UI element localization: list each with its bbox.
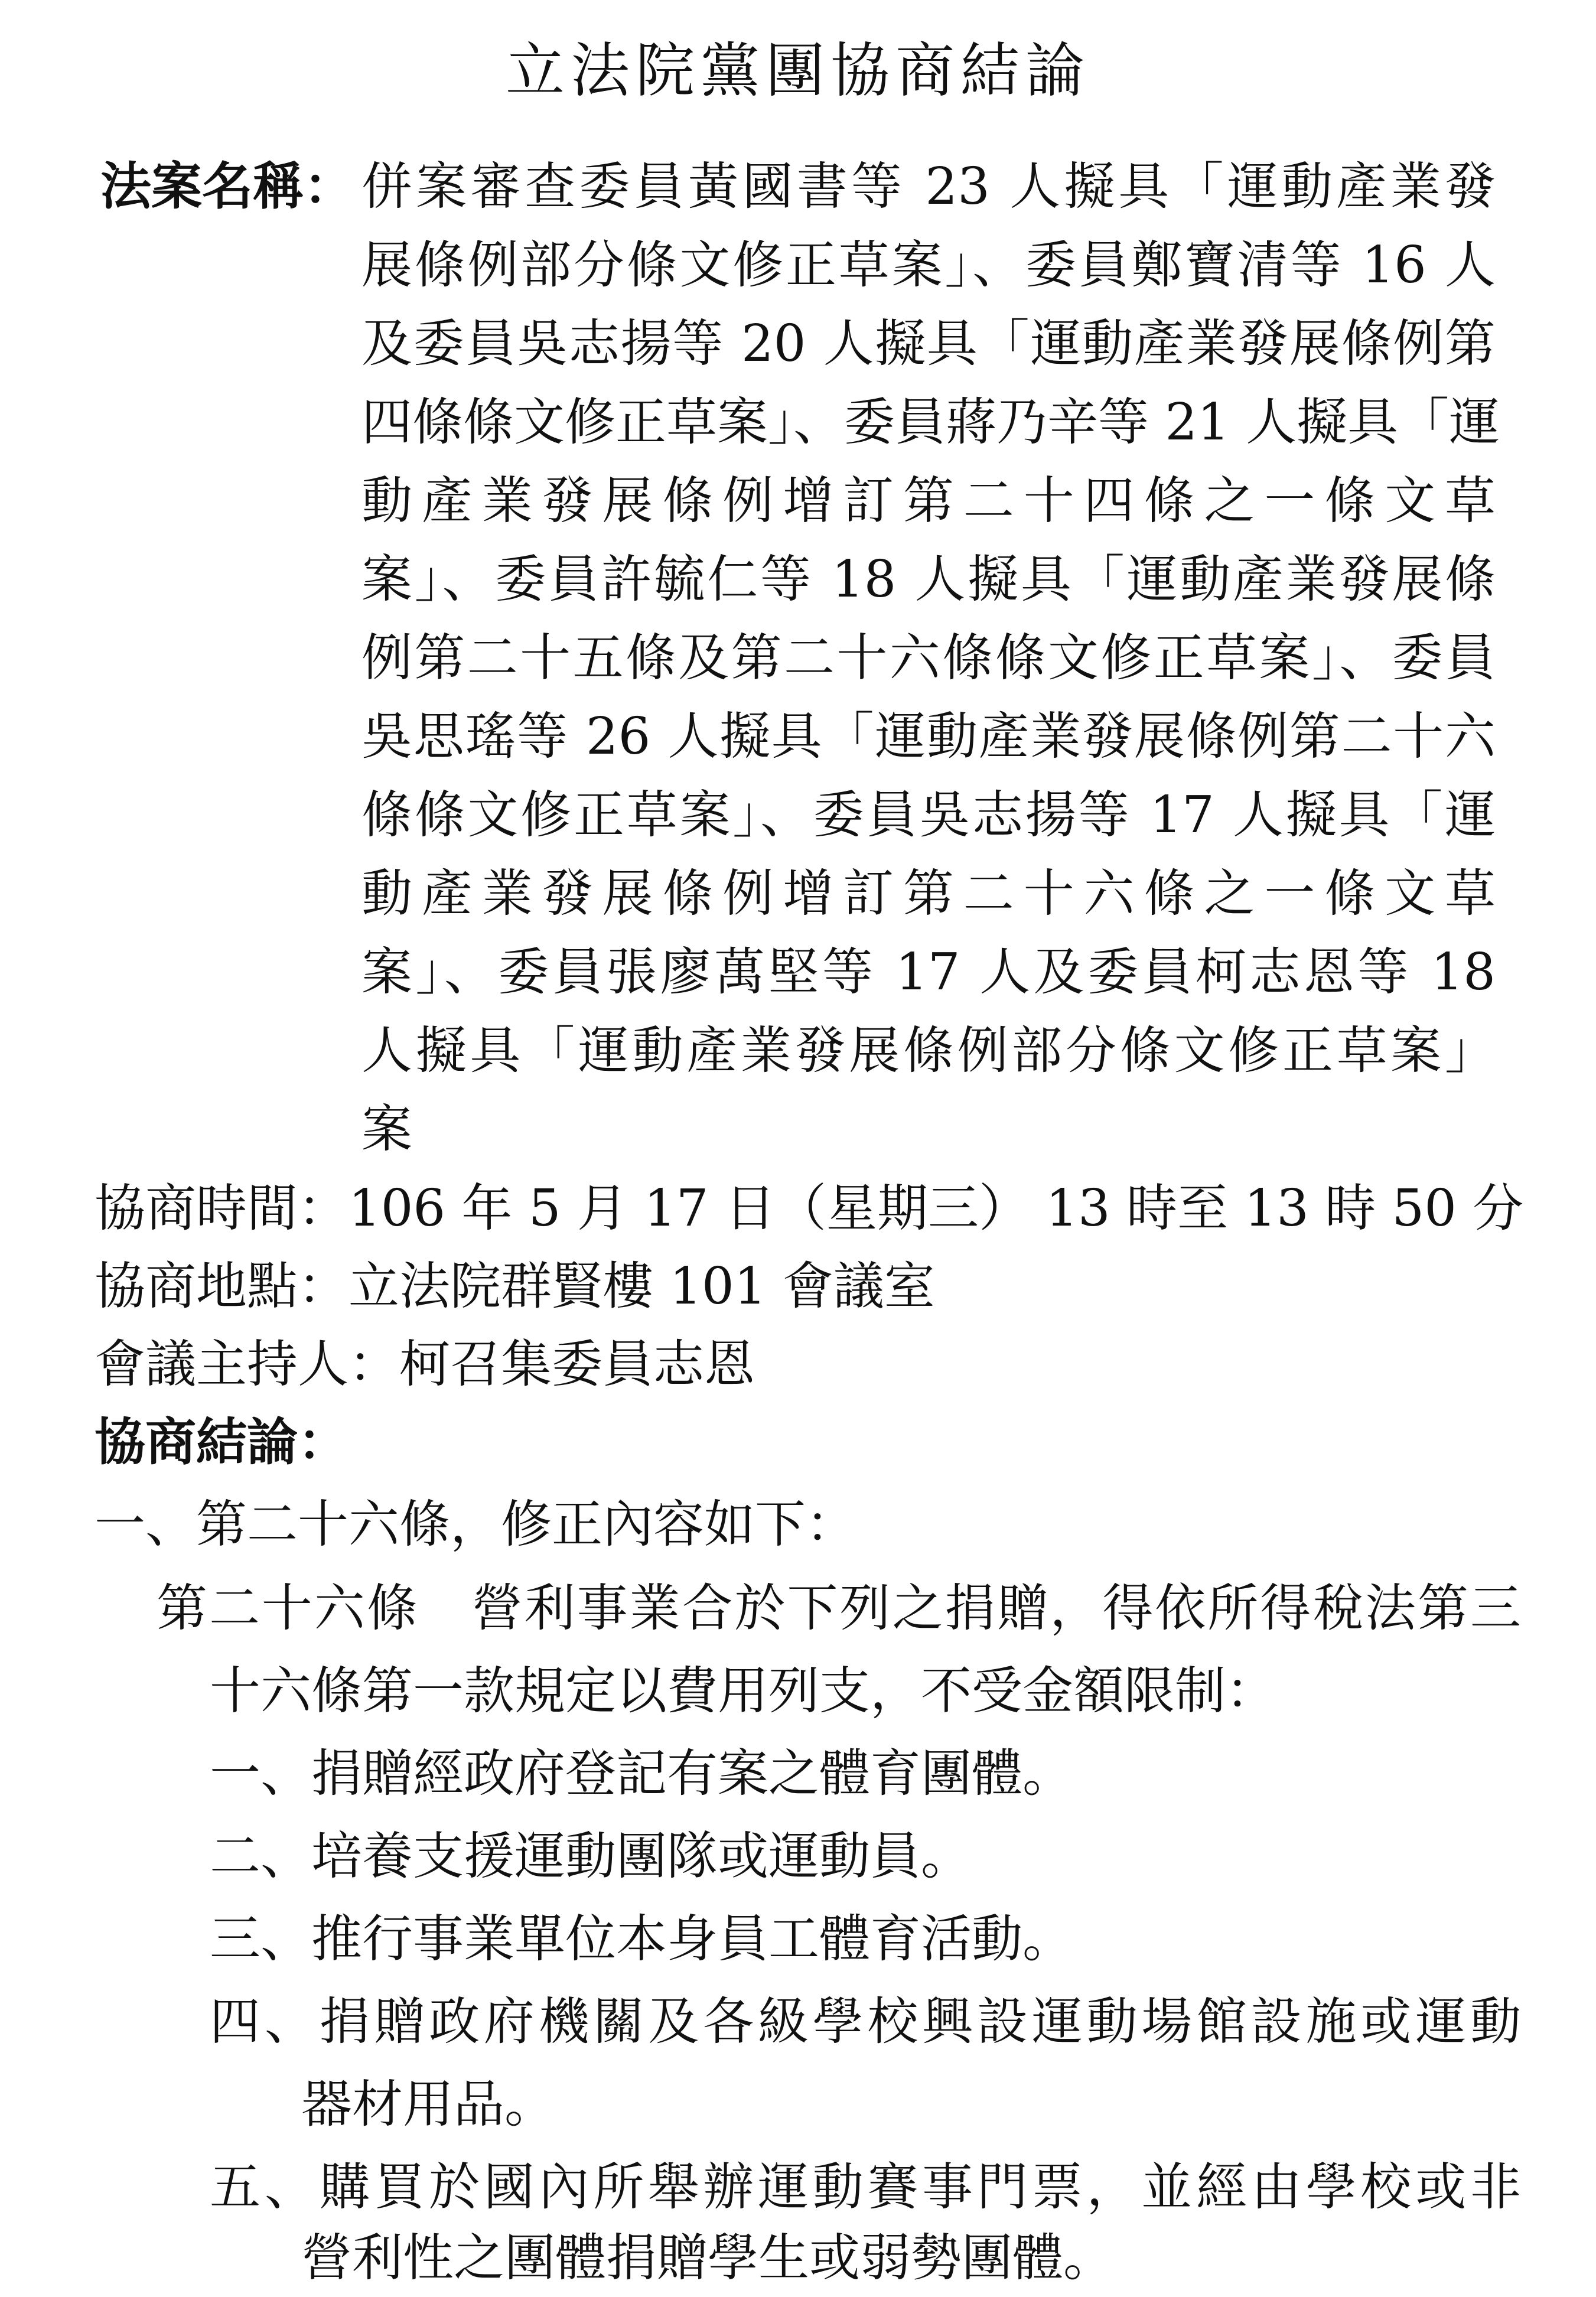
bill-name-line: 人擬具「運動產業發展條例部分條文修正草案」: [361, 1021, 1496, 1080]
meeting-host-value: 柯召集委員志恩: [399, 1335, 755, 1394]
article-26-line-2: 十六條第一款規定以費用列支，不受金額限制：: [210, 1661, 1276, 1721]
bill-name-line: 動產業發展條例增訂第二十六條之一條文草: [361, 864, 1496, 923]
article-sub-item-5-line-2: 營利性之團體捐贈學生或弱勢團體。: [301, 2228, 1114, 2288]
bill-name-line: 展條例部分條文修正草案」、委員鄭寶清等 16 人: [361, 236, 1496, 295]
bill-name-line: 及委員吳志揚等 20 人擬具「運動產業發展條例第: [361, 314, 1496, 373]
meeting-place-label: 協商地點：: [95, 1257, 348, 1316]
meeting-time-value: 106 年 5 月 17 日（星期三） 13 時至 13 時 50 分: [348, 1179, 1524, 1238]
meeting-place-value: 立法院群賢樓 101 會議室: [348, 1257, 935, 1316]
bill-name-line: 條條文修正草案」、委員吳志揚等 17 人擬具「運: [361, 786, 1496, 845]
bill-name-line: 案: [361, 1100, 412, 1159]
conclusion-item-1: 一、第二十六條，修正內容如下：: [95, 1495, 856, 1554]
article-sub-item-1: 一、捐贈經政府登記有案之體育團體。: [210, 1744, 1073, 1803]
bill-name-line: 案」、委員許毓仁等 18 人擬具「運動產業發展條: [361, 550, 1496, 609]
meeting-time-label: 協商時間：: [95, 1179, 348, 1238]
bill-name-line: 併案審查委員黃國書等 23 人擬具「運動產業發: [361, 157, 1496, 216]
bill-name-label: 法案名稱：: [100, 157, 354, 216]
meeting-place-row: [95, 1247, 935, 1325]
bill-name-line: 案」、委員張廖萬堅等 17 人及委員柯志恩等 18: [361, 943, 1496, 1002]
meeting-host-row: [95, 1325, 755, 1403]
meeting-host-label: 會議主持人：: [95, 1335, 399, 1394]
conclusion-label: 協商結論：: [95, 1412, 348, 1472]
article-sub-item-5-line-1: 五、購買於國內所舉辦運動賽事門票，並經由學校或非: [210, 2158, 1521, 2217]
article-26-line-1: 第二十六條 營利事業合於下列之捐贈，得依所得稅法第三: [157, 1579, 1521, 1638]
bill-name-line: 動產業發展條例增訂第二十四條之一條文草: [361, 471, 1496, 530]
bill-name-line: 四條條文修正草案」、委員蔣乃辛等 21 人擬具「運: [361, 393, 1500, 452]
document-title: 立法院黨團協商結論: [506, 36, 1090, 105]
article-sub-item-2: 二、培養支援運動團隊或運動員。: [210, 1827, 972, 1886]
article-sub-item-3: 三、推行事業單位本身員工體育活動。: [210, 1910, 1073, 1969]
article-sub-item-4-line-1: 四、捐贈政府機關及各級學校興設運動場館設施或運動: [210, 1992, 1521, 2051]
article-sub-item-4-line-2: 器材用品。: [301, 2075, 555, 2134]
bill-name-line: 吳思瑤等 26 人擬具「運動產業發展條例第二十六: [361, 707, 1496, 766]
bill-name-line: 例第二十五條及第二十六條條文修正草案」、委員: [361, 628, 1496, 688]
meeting-time-row: [95, 1169, 1523, 1247]
